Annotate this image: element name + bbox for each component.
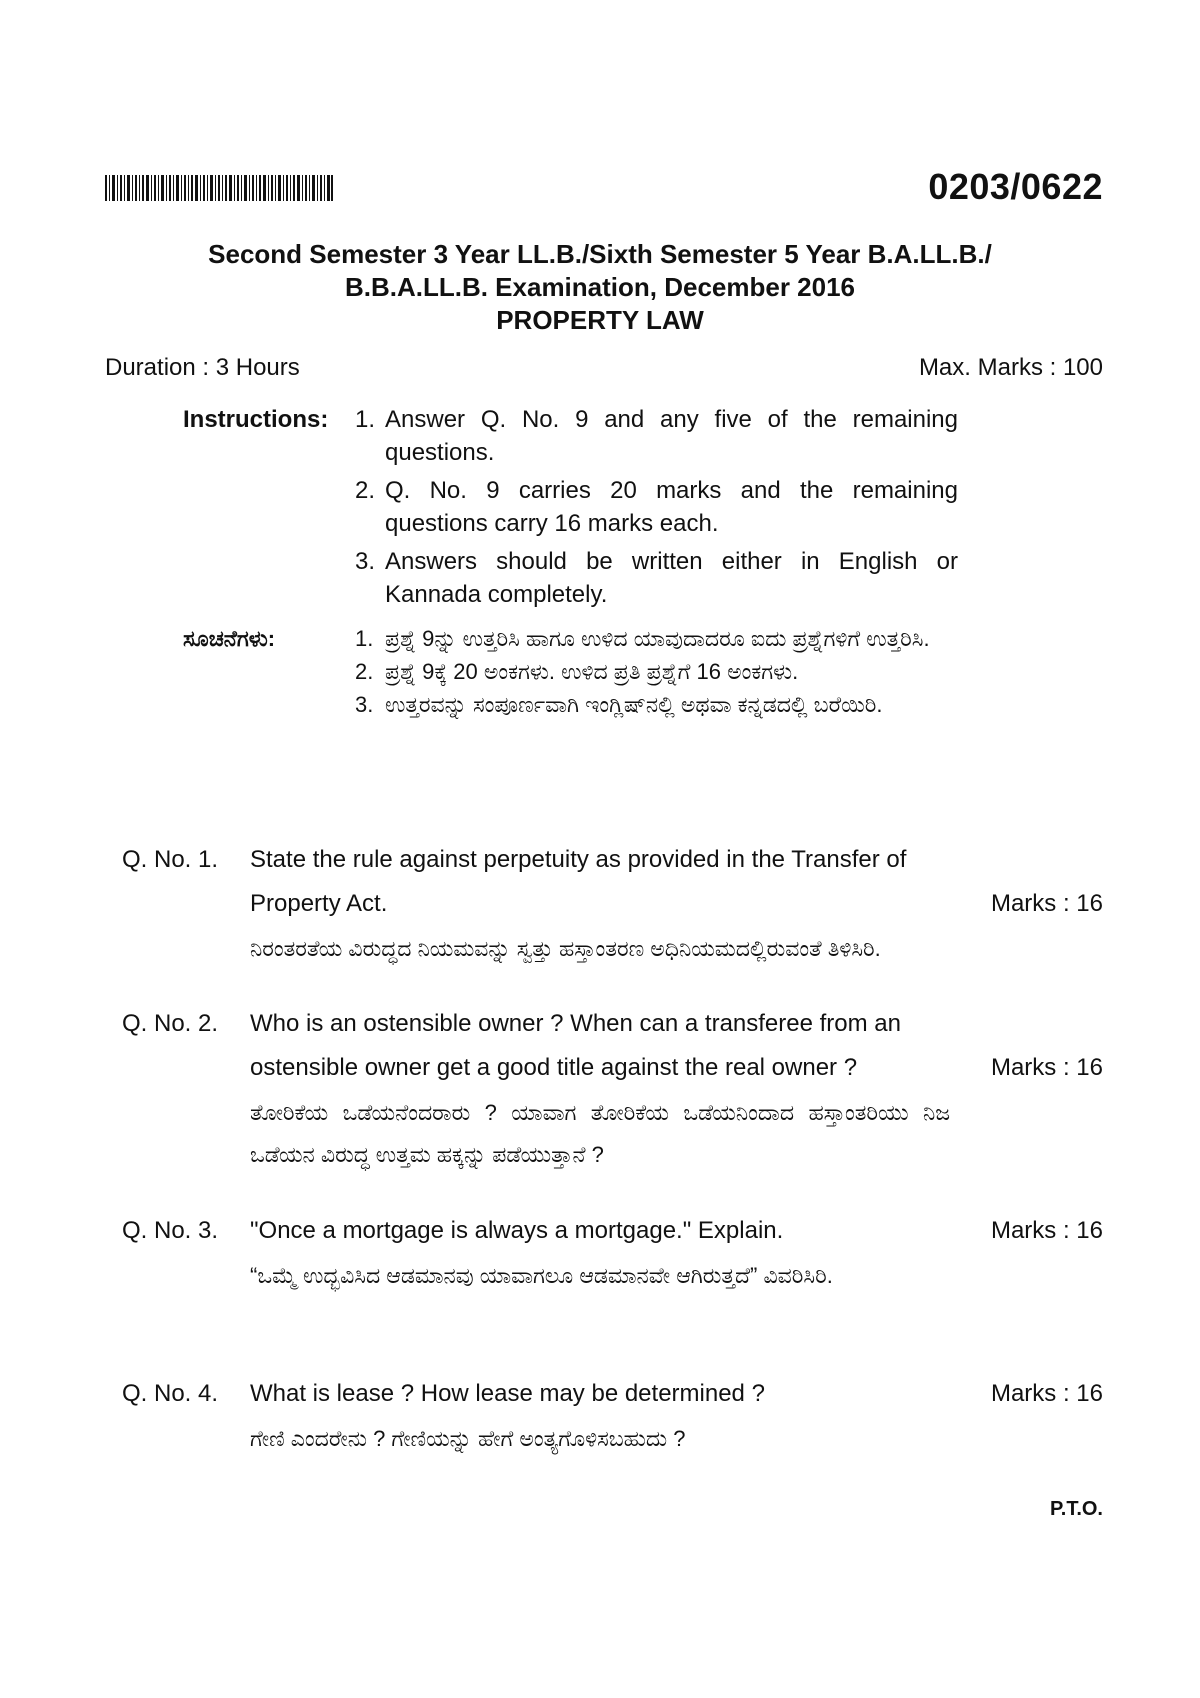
question-text-kannada: “ಒಮ್ಮೆ ಉದ್ಭವಿಸಿದ ಆಡಮಾನವು ಯಾವಾಗಲೂ ಆಡಮಾನವೇ ಆಗಿರುತ್ತದೆ” ವಿವರಿಸಿರಿ. — [250, 1263, 833, 1288]
exam-title — [0, 238, 1200, 337]
question-number: Q. No. 4. — [122, 1380, 219, 1407]
question-text-kannada: ತೋರಿಕೆಯ ಒಡೆಯನೆಂದರಾರು ? ಯಾವಾಗ ತೋರಿಕೆಯ ಒಡೆಯನಿಂದಾದ ಹಸ್ತಾಂತರಿಯು ನಿಜ ಒಡೆಯನ ವಿರುದ್ಧ ಉತ್ತಮ ಹಕ್ಕನ್ನು ಪಡೆಯುತ್ತಾನೆ ? — [250, 1100, 950, 1167]
question-text: State the rule against perpetuity as provided in the Transfer of Property Act. — [250, 846, 907, 917]
title-line-3: PROPERTY LAW — [496, 305, 704, 335]
question-text: What is lease ? How lease may be determined ? — [250, 1380, 765, 1407]
question-marks: Marks : 16 — [990, 890, 1103, 917]
question-4 — [122, 1372, 1103, 1460]
question-text: "Once a mortgage is always a mortgage." Explain. — [250, 1217, 784, 1244]
question-number: Q. No. 1. — [122, 846, 219, 873]
instruction-item-kannada: ಪ್ರಶ್ನೆ 9ನ್ನು ಉತ್ತರಿಸಿ ಹಾಗೂ ಉಳಿದ ಯಾವುದಾದರೂ ಐದು ಪ್ರಶ್ನೆಗಳಿಗೆ ಉತ್ತರಿಸಿ. — [385, 626, 930, 651]
duration: Duration : 3 Hours — [105, 354, 300, 381]
instruction-item-kannada: ಉತ್ತರವನ್ನು ಸಂಪೂರ್ಣವಾಗಿ ಇಂಗ್ಲಿಷ್‌ನಲ್ಲಿ ಅಥವಾ ಕನ್ನಡದಲ್ಲಿ ಬರೆಯಿರಿ. — [385, 692, 883, 717]
exam-meta — [105, 354, 1103, 382]
paper-code: 0203/0622 — [928, 166, 1103, 207]
instruction-item: Answer Q. No. 9 and any five of the remaining questions. — [385, 406, 958, 466]
instructions-label: Instructions: — [183, 406, 329, 433]
question-marks: Marks : 16 — [990, 1054, 1103, 1081]
instruction-item: Q. No. 9 carries 20 marks and the remaining questions carry 16 marks each. — [385, 477, 958, 537]
question-1 — [122, 838, 1103, 970]
question-number: Q. No. 3. — [122, 1217, 219, 1244]
question-number: Q. No. 2. — [122, 1010, 219, 1037]
question-marks: Marks : 16 — [990, 1217, 1103, 1244]
question-text-kannada: ಗೇಣಿ ಎಂದರೇನು ? ಗೇಣಿಯನ್ನು ಹೇಗೆ ಅಂತ್ಯಗೊಳಿಸಬಹುದು ? — [250, 1426, 686, 1451]
instruction-item-kannada: ಪ್ರಶ್ನೆ 9ಕ್ಕೆ 20 ಅಂಕಗಳು. ಉಳಿದ ಪ್ರತಿ ಪ್ರಶ್ನೆಗೆ 16 ಅಂಕಗಳು. — [385, 659, 799, 684]
title-line-2: B.B.A.LL.B. Examination, December 2016 — [344, 272, 856, 302]
question-text: Who is an ostensible owner ? When can a transferee from an ostensible owner get a good title against the real owner ? — [250, 1010, 901, 1081]
instructions-english: Instructions: 1. Answer Q. No. 9 and any five of the remaining questions. 2. Q. No. 9 carries 20 marks and the remaining questions carry 16 marks each. 3. Answers should be written either in English or Kannada completely. — [183, 403, 958, 611]
instructions-label-kannada: ಸೂಚನೆಗಳು: — [183, 626, 276, 651]
question-text-kannada: ನಿರಂತರತೆಯ ವಿರುದ್ಧದ ನಿಯಮವನ್ನು ಸ್ವತ್ತು ಹಸ್ತಾಂತರಣ ಅಧಿನಿಯಮದಲ್ಲಿರುವಂತೆ ತಿಳಿಸಿರಿ. — [250, 936, 881, 961]
barcode-icon — [105, 175, 333, 201]
question-2 — [122, 1002, 1103, 1176]
instruction-item: Answers should be written either in English or Kannada completely. — [385, 548, 958, 608]
question-marks: Marks : 16 — [990, 1380, 1103, 1407]
max-marks: Max. Marks : 100 — [918, 354, 1103, 381]
pto-marker: P.T.O. — [1050, 1498, 1103, 1520]
instructions-kannada: ಸೂಚನೆಗಳು: 1. ಪ್ರಶ್ನೆ 9ನ್ನು ಉತ್ತರಿಸಿ ಹಾಗೂ ಉಳಿದ ಯಾವುದಾದರೂ ಐದು ಪ್ರಶ್ನೆಗಳಿಗೆ ಉತ್ತರಿಸಿ. 2. ಪ್ರಶ್ನೆ 9ಕ್ಕೆ 20 ಅಂಕಗಳು. ಉಳಿದ ಪ್ರತಿ ಪ್ರಶ್ನೆಗೆ 16 ಅಂಕಗಳು. 3. ಉತ್ತರವನ್ನು ಸಂಪೂರ್ಣವಾಗಿ ಇಂಗ್ಲಿಷ್‌ನಲ್ಲಿ ಅಥವಾ ಕನ್ನಡದಲ್ಲಿ ಬರೆಯಿರಿ. — [183, 622, 958, 721]
title-line-1: Second Semester 3 Year LL.B./Sixth Semester 5 Year B.A.LL.B./ — [208, 239, 992, 269]
question-3 — [122, 1209, 1103, 1297]
